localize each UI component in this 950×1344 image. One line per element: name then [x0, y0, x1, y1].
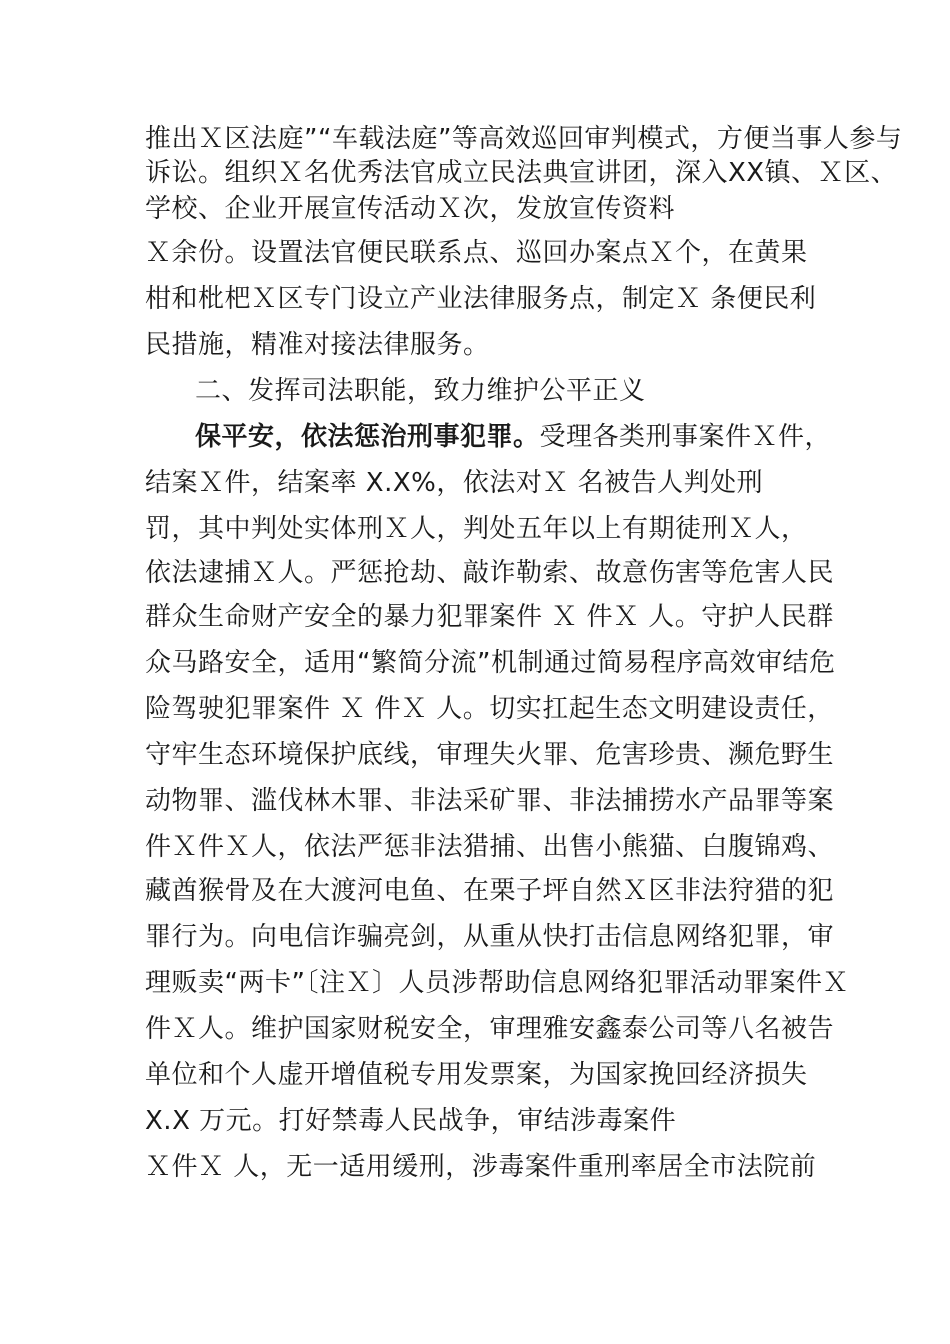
text-line: 民措施，精准对接法律服务。 — [145, 330, 490, 360]
text-line: 险驾驶犯罪案件 Ｘ 件Ｘ 人。切实扛起生态文明建设责任， — [145, 694, 834, 724]
text-line: 结案Ｘ件，结案率 X.X%，依法对Ｘ 名被告人判处刑 — [145, 468, 764, 498]
section-heading: 二、发挥司法职能，致力维护公平正义 — [195, 376, 646, 406]
paragraph-first-line — [195, 420, 831, 454]
text-line: 学校、企业开展宣传活动Ｘ次，发放宣传资料 — [145, 194, 676, 224]
text-line: Ｘ余份。设置法官便民联系点、巡回办案点Ｘ个，在黄果 — [145, 238, 808, 268]
text-line: 件Ｘ人。维护国家财税安全，审理雅安鑫泰公司等八名被告 — [145, 1014, 835, 1044]
text-line: 众马路安全，适用“繁简分流”机制通过简易程序高效审结危 — [145, 648, 836, 678]
text-line: 柑和枇杷Ｘ区专门设立产业法律服务点，制定Ｘ 条便民利 — [145, 284, 817, 314]
text-line: 推出Ｘ区法庭”“车载法庭”等高效巡回审判模式，方便当事人参与 — [145, 124, 903, 154]
text-line: 理贩卖“两卡”〔注Ｘ〕人员涉帮助信息网络犯罪活动罪案件Ｘ — [145, 968, 849, 998]
text-line: 罪行为。向电信诈骗亮剑，从重从快打击信息网络犯罪，审 — [145, 922, 835, 952]
paragraph-lead-in: 保平安，依法惩治刑事犯罪。 — [195, 422, 540, 452]
text-line: 罚，其中判处实体刑Ｘ人，判处五年以上有期徒刑Ｘ人， — [145, 514, 808, 544]
paragraph-first-line-rest: 受理各类刑事案件Ｘ件， — [539, 422, 832, 452]
text-line: 守牢生态环境保护底线，审理失火罪、危害珍贵、濒危野生 — [145, 740, 835, 770]
text-line: 群众生命财产安全的暴力犯罪案件 Ｘ 件Ｘ 人。守护人民群 — [145, 602, 834, 632]
text-line: 件Ｘ件Ｘ人，依法严惩非法猎捕、出售小熊猫、白腹锦鸡、 — [145, 832, 835, 862]
text-line: 动物罪、滥伐林木罪、非法采矿罪、非法捕捞水产品罪等案 — [145, 786, 835, 816]
text-line: 单位和个人虚开增值税专用发票案，为国家挽回经济损失 — [145, 1060, 808, 1090]
text-line: X.X 万元。打好禁毒人民战争，审结涉毒案件 — [145, 1106, 677, 1136]
text-line: Ｘ件Ｘ 人，无一适用缓刑，涉毒案件重刑率居全市法院前 — [145, 1152, 817, 1182]
text-line: 诉讼。组织Ｘ名优秀法官成立民法典宣讲团，深入XX镇、Ｘ区、 — [145, 158, 898, 188]
text-line: 藏酋猴骨及在大渡河电鱼、在栗子坪自然Ｘ区非法狩猎的犯 — [145, 876, 835, 906]
text-line: 依法逮捕Ｘ人。严惩抢劫、敲诈勒索、故意伤害等危害人民 — [145, 558, 835, 588]
